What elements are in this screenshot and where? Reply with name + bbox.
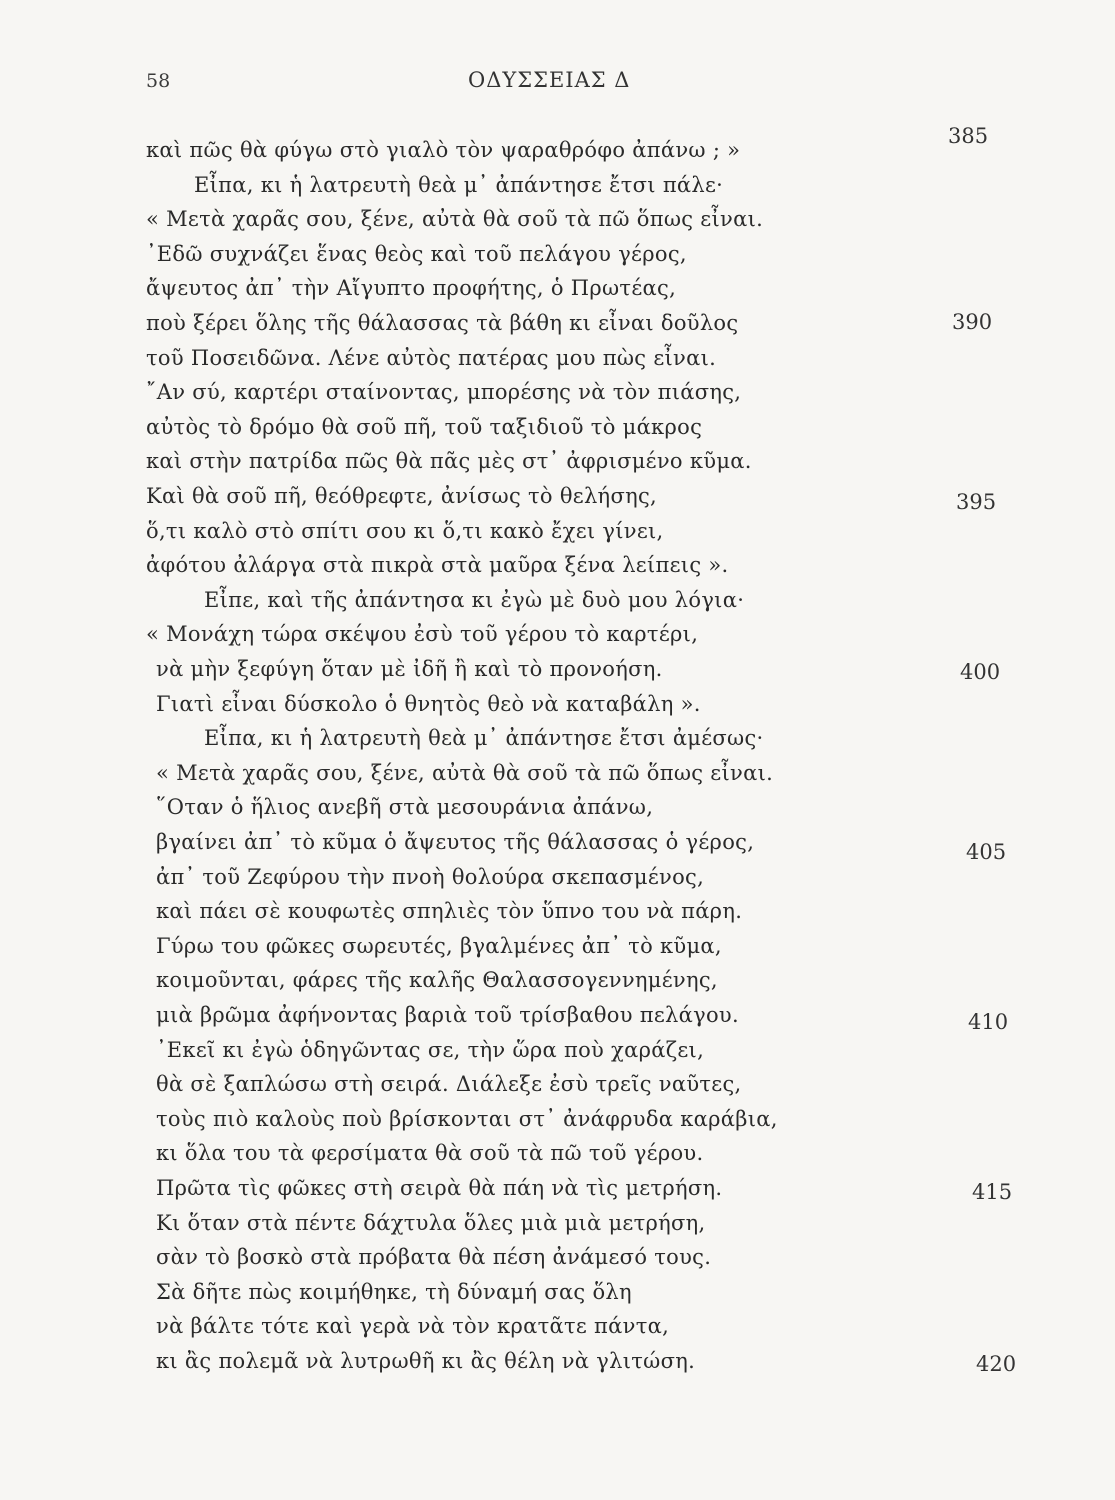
verse-line: καὶ στὴν πατρίδα πῶς θὰ πᾶς μὲς στ᾽ ἀφρισμένο κῦμα. — [146, 449, 752, 474]
verse-line: ῎Αν σύ, καρτέρι σταίνοντας, μπορέσης νὰ τὸν πιάσης, — [146, 380, 742, 405]
verse-line: μιὰ βρῶμα ἀφήνοντας βαριὰ τοῦ τρίσβαθου πελάγου. — [156, 1003, 739, 1027]
line-number: 405 — [966, 840, 1007, 864]
page-number: 58 — [146, 70, 171, 92]
verse-line: νὰ μὴν ξεφύγη ὅταν μὲ ἰδῆ ἢ καὶ τὸ προνοήση. — [156, 657, 663, 681]
verse-line: ᾽Εκεῖ κι ἐγὼ ὁδηγῶντας σε, τὴν ὥρα ποὺ χαράζει, — [156, 1037, 705, 1062]
line-number: 410 — [968, 1010, 1009, 1034]
verse-line: ἄψευτος ἀπ᾽ τὴν Αἴγυπτο προφήτης, ὁ Πρωτέας, — [146, 276, 677, 301]
verse-line: τοῦ Ποσειδῶνα. Λένε αὐτὸς πατέρας μου πὼς εἶναι. — [146, 345, 717, 370]
verse-line: Πρῶτα τὶς φῶκες στὴ σειρὰ θὰ πάη νὰ τὶς μετρήση. — [156, 1176, 723, 1200]
verse-line: αὐτὸς τὸ δρόμο θὰ σοῦ πῆ, τοῦ ταξιδιοῦ τὸ μάκρος — [146, 414, 703, 439]
verse-line: Κι ὅταν στὰ πέντε δάχτυλα ὅλες μιὰ μιὰ μετρήση, — [156, 1210, 706, 1235]
verse-line: κι ὅλα του τὰ φερσίματα θὰ σοῦ τὰ πῶ τοῦ γέρου. — [156, 1141, 704, 1166]
verse-line: κοιμοῦνται, φάρες τῆς καλῆς Θαλασσογεννημένης, — [156, 968, 718, 993]
line-number: 420 — [976, 1352, 1017, 1376]
verse-line: ὅ,τι καλὸ στὸ σπίτι σου κι ὅ,τι κακὸ ἔχει γίνει, — [146, 518, 664, 543]
verse-line: θὰ σὲ ξαπλώσω στὴ σειρά. Διάλεξε ἐσὺ τρεῖς ναῦτες, — [156, 1072, 742, 1097]
verse-line: βγαίνει ἀπ᾽ τὸ κῦμα ὁ ἄψευτος τῆς θάλασσας ὁ γέρος, — [156, 830, 755, 854]
verse-line: ἀπ᾽ τοῦ Ζεφύρου τὴν πνοὴ θολούρα σκεπασμένος, — [156, 864, 705, 889]
verse-line: « Μετὰ χαρᾶς σου, ξένε, αὐτὰ θὰ σοῦ τὰ πῶ ὅπως εἶναι. — [146, 207, 764, 232]
verse-line: ποὺ ξέρει ὅλης τῆς θάλασσας τὰ βάθη κι εἶναι δοῦλος — [146, 311, 739, 335]
verse-line: Σὰ δῆτε πὼς κοιμήθηκε, τὴ δύναμή σας ὅλη — [156, 1279, 632, 1304]
verse-line: καὶ πάει σὲ κουφωτὲς σπηλιὲς τὸν ὕπνο του νὰ πάρη. — [156, 899, 743, 924]
verse-line: « Μετὰ χαρᾶς σου, ξένε, αὐτὰ θὰ σοῦ τὰ πῶ ὅπως εἶναι. — [156, 760, 774, 785]
line-number: 395 — [956, 490, 997, 514]
verse-line: ῞Οταν ὁ ἥλιος ανεβῆ στὰ μεσουράνια ἀπάνω, — [156, 795, 654, 820]
verse-line: καὶ πῶς θὰ φύγω στὸ γιαλὸ τὸν ψαραθρόφο ἀπάνω ; » — [146, 138, 741, 162]
verse-line: Εἶπε, καὶ τῆς ἀπάντησα κι ἐγὼ μὲ δυὸ μου λόγια· — [204, 587, 745, 612]
verse-line: ἀφότου ἀλάργα στὰ πικρὰ στὰ μαῦρα ξένα λείπεις ». — [146, 553, 729, 578]
verse-line: ᾽Εδῶ συχνάζει ἕνας θεὸς καὶ τοῦ πελάγου γέρος, — [146, 241, 687, 266]
verse-line: Καὶ θὰ σοῦ πῆ, θεόθρεφτε, ἀνίσως τὸ θελήσης, — [146, 484, 657, 508]
verse-line: σὰν τὸ βοσκὸ στὰ πρόβατα θὰ πέση ἀνάμεσό τους. — [156, 1245, 712, 1270]
line-number: 385 — [948, 124, 989, 148]
running-head: ΟΔΥΣΣΕΙΑΣ Δ — [468, 68, 631, 92]
line-number: 400 — [960, 660, 1001, 684]
verse-line: Γύρω του φῶκες σωρευτές, βγαλμένες ἀπ᾽ τὸ κῦμα, — [156, 933, 722, 958]
verse-line: τοὺς πιὸ καλοὺς ποὺ βρίσκονται στ᾽ ἀνάφρυδα καράβια, — [156, 1106, 778, 1131]
line-number: 415 — [972, 1180, 1013, 1204]
verse-line: Εἶπα, κι ἡ λατρευτὴ θεὰ μ᾽ ἀπάντησε ἔτσι πάλε· — [194, 172, 724, 197]
verse-line: Εἶπα, κι ἡ λατρευτὴ θεὰ μ᾽ ἀπάντησε ἔτσι ἀμέσως· — [204, 726, 764, 751]
verse-line: « Μονάχη τώρα σκέψου ἐσὺ τοῦ γέρου τὸ καρτέρι, — [146, 622, 699, 647]
line-number: 390 — [952, 310, 993, 334]
verse-line: κι ἂς πολεμᾶ νὰ λυτρωθῆ κι ἂς θέλη νὰ γλιτώση. — [156, 1349, 696, 1373]
verse-line: Γιατὶ εἶναι δύσκολο ὁ θνητὸς θεὸ νὰ καταβάλη ». — [156, 691, 701, 716]
verse-line: νὰ βάλτε τότε καὶ γερὰ νὰ τὸν κρατᾶτε πάντα, — [156, 1314, 670, 1339]
